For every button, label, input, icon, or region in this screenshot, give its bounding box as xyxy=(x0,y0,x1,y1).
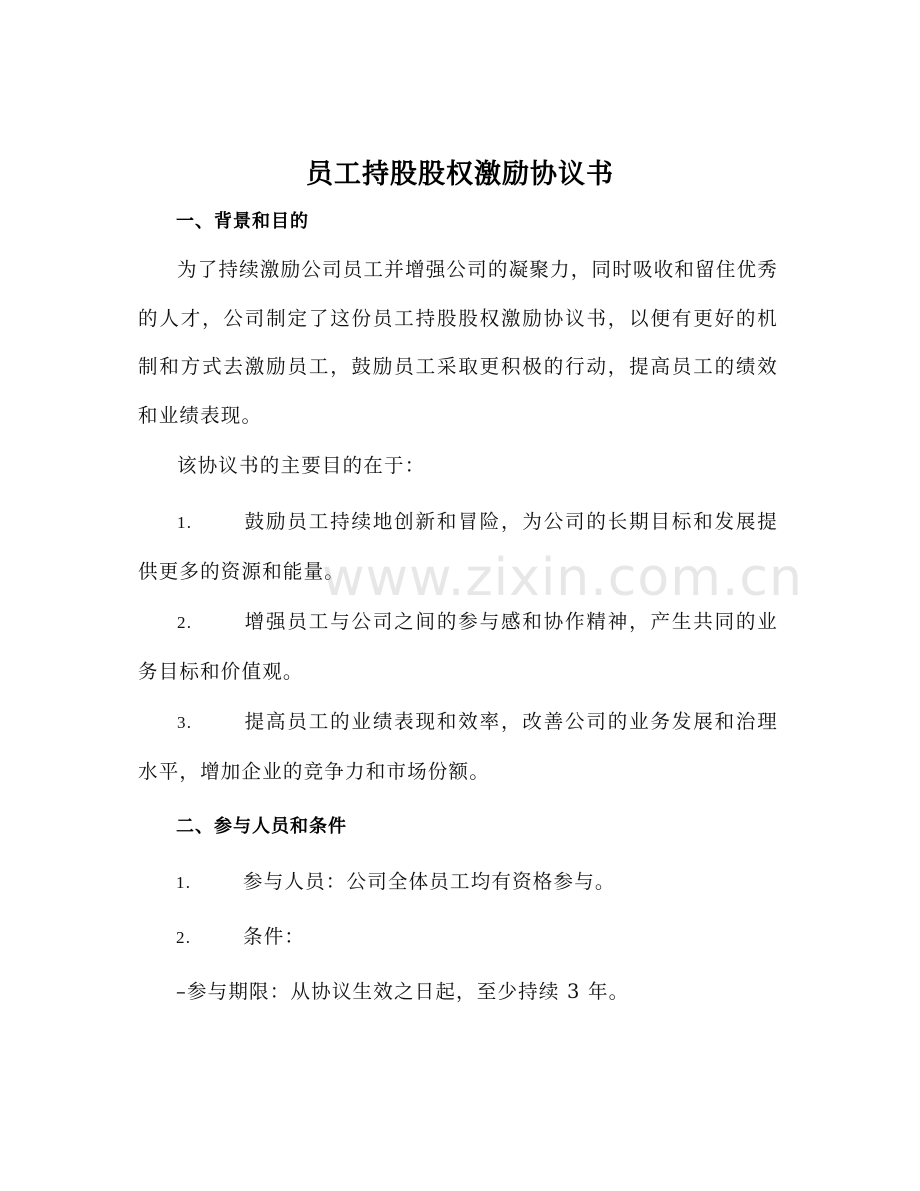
list-number: 1. xyxy=(177,513,193,532)
section-1-heading: 一、背景和目的 xyxy=(176,211,309,232)
list-item-text: 条件： xyxy=(243,925,306,948)
list-item-text: 参与人员：公司全体员工均有资格参与。 xyxy=(243,870,616,893)
document-title: 员工持股股权激励协议书 xyxy=(306,159,614,190)
list-number: 1. xyxy=(176,873,192,892)
participation-term-line: –参与期限：从协议生效之日起，至少持续 3 年。 xyxy=(176,980,630,1003)
list-number: 2. xyxy=(176,928,192,947)
list-item-text: 提高员工的业绩表现和效率，改善公司的业务发展和治理水平，增加企业的竞争力和市场份额。 xyxy=(138,710,778,783)
watermark: www.zixin.com.cn xyxy=(322,548,803,608)
list-item-text: 鼓励员工持续地创新和冒险，为公司的长期目标和发展提供更多的资源和能量。 xyxy=(138,510,778,583)
list-number: 2. xyxy=(177,613,193,632)
purpose-lead-paragraph: 该协议书的主要目的在于： xyxy=(177,454,426,477)
section-1-intro-paragraph: 为了持续激励公司员工并增强公司的凝聚力，同时吸收和留住优秀的人才，公司制定了这份员工持股股权激励协议书，以便有更好的机制和方式去激励员工，鼓励员工采取更积极的行动，提高员工的绩效和业绩表现。 xyxy=(138,258,778,427)
section-2-heading: 二、参与人员和条件 xyxy=(176,816,347,837)
list-item-text: 增强员工与公司之间的参与感和协作精神，产生共同的业务目标和价值观。 xyxy=(138,610,778,683)
purpose-item-2 xyxy=(138,598,778,696)
participants-item-1 xyxy=(176,866,616,894)
purpose-item-3 xyxy=(138,698,778,796)
participants-item-2 xyxy=(176,921,305,949)
list-number: 3. xyxy=(177,713,193,732)
